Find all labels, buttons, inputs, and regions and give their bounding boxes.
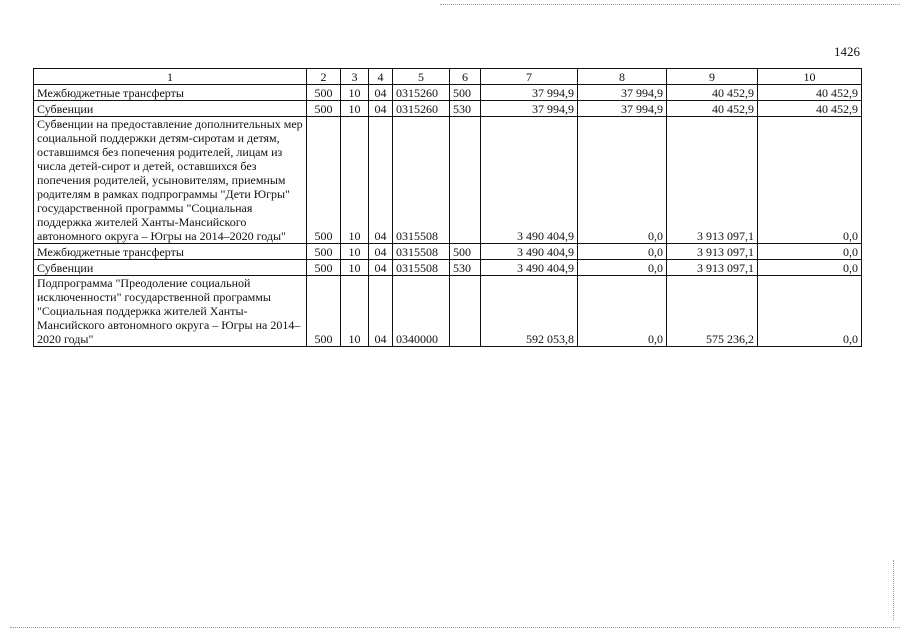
row-name: Субвенции <box>34 101 307 117</box>
table-row <box>34 244 862 260</box>
row-value-7: 3 490 404,9 <box>481 260 578 276</box>
header-col-10: 10 <box>758 69 862 85</box>
row-value-7: 3 490 404,9 <box>481 117 578 244</box>
row-value-9: 40 452,9 <box>667 101 758 117</box>
row-value-10: 40 452,9 <box>758 85 862 101</box>
row-name: Межбюджетные трансферты <box>34 244 307 260</box>
row-value-8: 37 994,9 <box>578 101 667 117</box>
row-code-3: 10 <box>341 276 369 347</box>
row-code-2: 500 <box>307 244 341 260</box>
row-code-5: 0340000 <box>393 276 450 347</box>
table-row <box>34 101 862 117</box>
row-value-7: 592 053,8 <box>481 276 578 347</box>
row-code-2: 500 <box>307 101 341 117</box>
header-col-8: 8 <box>578 69 667 85</box>
row-code-2: 500 <box>307 260 341 276</box>
row-code-5: 0315508 <box>393 260 450 276</box>
row-name: Межбюджетные трансферты <box>34 85 307 101</box>
row-value-7: 37 994,9 <box>481 85 578 101</box>
row-value-10: 0,0 <box>758 244 862 260</box>
row-name: Субвенции <box>34 260 307 276</box>
row-value-10: 0,0 <box>758 276 862 347</box>
row-value-9: 3 913 097,1 <box>667 117 758 244</box>
budget-table <box>33 68 862 347</box>
row-code-5: 0315508 <box>393 117 450 244</box>
row-value-10: 40 452,9 <box>758 101 862 117</box>
row-code-6: 530 <box>450 260 481 276</box>
header-col-4: 4 <box>369 69 393 85</box>
row-value-8: 0,0 <box>578 276 667 347</box>
row-value-8: 0,0 <box>578 260 667 276</box>
table-row <box>34 260 862 276</box>
row-code-6: 500 <box>450 244 481 260</box>
row-value-10: 0,0 <box>758 260 862 276</box>
scan-artifact-top <box>440 4 900 5</box>
scan-artifact-bottom <box>10 627 900 628</box>
row-code-3: 10 <box>341 117 369 244</box>
row-code-4: 04 <box>369 117 393 244</box>
header-col-7: 7 <box>481 69 578 85</box>
row-value-9: 3 913 097,1 <box>667 260 758 276</box>
row-code-2: 500 <box>307 117 341 244</box>
row-value-8: 0,0 <box>578 244 667 260</box>
row-code-4: 04 <box>369 260 393 276</box>
header-col-9: 9 <box>667 69 758 85</box>
row-code-4: 04 <box>369 101 393 117</box>
row-value-8: 37 994,9 <box>578 85 667 101</box>
row-code-6: 530 <box>450 101 481 117</box>
row-code-5: 0315508 <box>393 244 450 260</box>
row-code-4: 04 <box>369 85 393 101</box>
row-code-5: 0315260 <box>393 101 450 117</box>
row-value-9: 575 236,2 <box>667 276 758 347</box>
row-code-5: 0315260 <box>393 85 450 101</box>
row-code-3: 10 <box>341 85 369 101</box>
row-name: Подпрограмма "Преодоление социальной исключенности" государственной программы "Социальная поддержка жителей Ханты-Мансийского автономного округа – Югры на 2014–2020 годы" <box>34 276 307 347</box>
row-value-9: 40 452,9 <box>667 85 758 101</box>
header-col-3: 3 <box>341 69 369 85</box>
row-name: Субвенции на предоставление дополнительных мер социальной поддержки детям-сиротам и детям, оставшимся без попечения родителей, лицам из числа детей-сирот и детей, оставшихся без попечения родителей, усыновителям, приемным родителям в рамках подпрограммы "Дети Югры" государственной программы "Социальная поддержка жителей Ханты-Мансийского автономного округа – Югры на 2014–2020 годы" <box>34 117 307 244</box>
header-col-5: 5 <box>393 69 450 85</box>
row-code-3: 10 <box>341 101 369 117</box>
row-code-4: 04 <box>369 276 393 347</box>
header-row <box>34 69 862 85</box>
row-code-6 <box>450 117 481 244</box>
page-number: 1426 <box>834 44 860 59</box>
table-row <box>34 117 862 244</box>
row-value-7: 3 490 404,9 <box>481 244 578 260</box>
scan-artifact-right <box>893 560 894 620</box>
row-value-10: 0,0 <box>758 117 862 244</box>
row-code-6 <box>450 276 481 347</box>
row-code-3: 10 <box>341 260 369 276</box>
header-col-6: 6 <box>450 69 481 85</box>
row-code-2: 500 <box>307 276 341 347</box>
row-code-4: 04 <box>369 244 393 260</box>
row-code-2: 500 <box>307 85 341 101</box>
header-col-2: 2 <box>307 69 341 85</box>
row-code-3: 10 <box>341 244 369 260</box>
header-col-1: 1 <box>34 69 307 85</box>
row-value-8: 0,0 <box>578 117 667 244</box>
table-row <box>34 276 862 347</box>
row-value-7: 37 994,9 <box>481 101 578 117</box>
row-value-9: 3 913 097,1 <box>667 244 758 260</box>
table-row <box>34 85 862 101</box>
row-code-6: 500 <box>450 85 481 101</box>
